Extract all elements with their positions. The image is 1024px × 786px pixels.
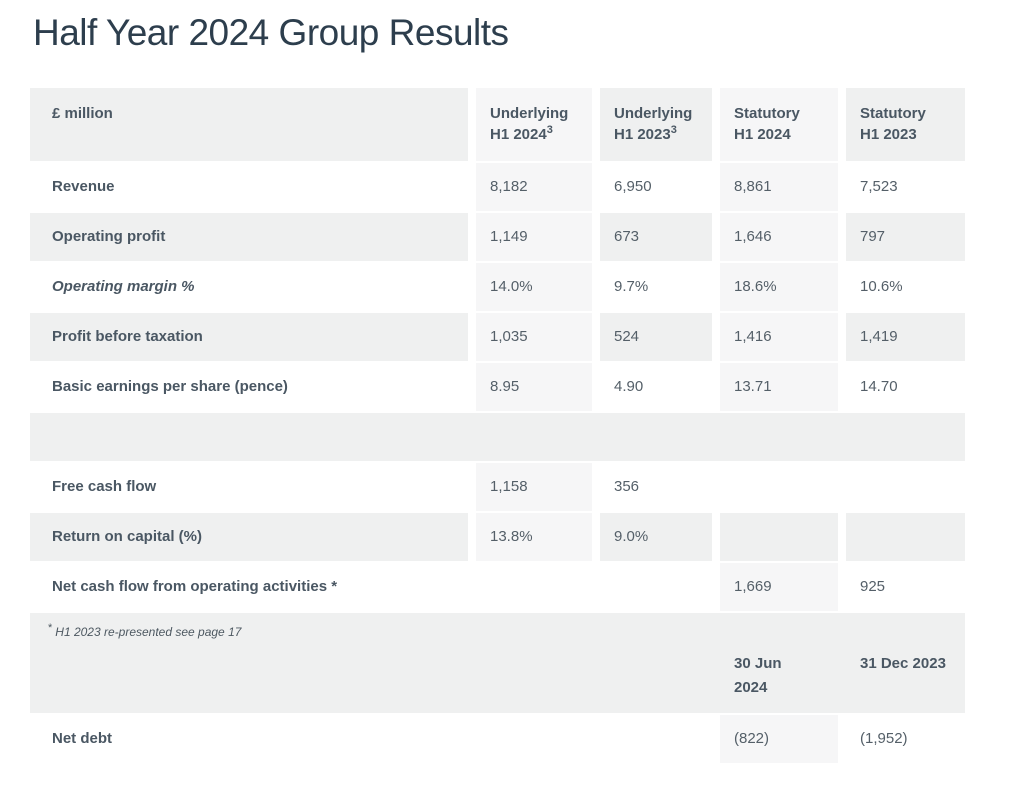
- cell-value: 8.95: [476, 363, 592, 411]
- cell-empty: [600, 613, 712, 713]
- cell-value: 8,861: [720, 163, 838, 211]
- table-row-revenue: [30, 163, 965, 211]
- column-header-unit: £ million: [30, 88, 468, 161]
- date-header-30-jun-2024: 30 Jun 2024: [734, 654, 782, 696]
- cell-value: 1,149: [476, 213, 592, 261]
- column-header-period: H1 2023$^3$: [614, 123, 677, 143]
- footnote-row: [30, 613, 965, 713]
- row-label: Revenue: [52, 178, 115, 196]
- cell-value: 10.6%: [860, 278, 903, 296]
- table-row-basic-eps: [30, 363, 965, 411]
- footnote: [30, 613, 468, 713]
- results-table: [30, 88, 965, 763]
- cell-value: 18.6%: [720, 263, 838, 311]
- cell-empty: [600, 563, 712, 611]
- cell-empty: [476, 613, 592, 713]
- column-header-underlying-h1-2024: [476, 88, 592, 161]
- cell-empty: [846, 463, 965, 511]
- table-row-operating-profit: [30, 213, 965, 261]
- page-title: Half Year 2024 Group Results: [33, 12, 509, 53]
- column-header-statutory-h1-2023: [846, 88, 965, 161]
- cell-value: 9.0%: [600, 513, 712, 561]
- row-label: Net debt: [52, 730, 112, 748]
- cell-empty: [846, 513, 965, 561]
- cell-value: (1,952): [860, 730, 908, 748]
- cell-value: 7,523: [860, 178, 898, 196]
- cell-value: 1,669: [720, 563, 838, 611]
- column-header-label: Statutory: [860, 104, 926, 122]
- row-label: Basic earnings per share (pence): [52, 378, 288, 396]
- cell-value: 14.0%: [476, 263, 592, 311]
- table-row-return-on-capital: [30, 513, 965, 561]
- date-header-31-dec-2023: 31 Dec 2023: [860, 654, 946, 672]
- cell-value: 4.90: [614, 378, 644, 396]
- cell-value: 925: [860, 578, 886, 596]
- cell-value: 6,950: [614, 178, 652, 196]
- table-header-row: [30, 88, 965, 161]
- column-header-underlying-h1-2023: [600, 88, 712, 161]
- cell-empty: [476, 715, 592, 763]
- row-label: Operating profit: [30, 213, 468, 261]
- superscript: 3: [670, 123, 677, 136]
- row-label: Free cash flow: [52, 478, 157, 496]
- row-label: Return on capital (%): [30, 513, 468, 561]
- column-header-period: H1 2024$^3$: [490, 123, 553, 143]
- cell-value: 1,416: [720, 313, 838, 361]
- row-label: Profit before taxation: [30, 313, 468, 361]
- cell-value: 1,646: [720, 213, 838, 261]
- cell-value: (822): [720, 715, 838, 763]
- cell-value: 8,182: [476, 163, 592, 211]
- cell-value: 673: [600, 213, 712, 261]
- cell-value: 356: [614, 478, 640, 496]
- cell-value: 1,158: [476, 463, 592, 511]
- cell-value: 524: [600, 313, 712, 361]
- cell-value: 14.70: [860, 378, 898, 396]
- table-row-operating-margin: [30, 263, 965, 311]
- table-row-free-cash-flow: [30, 463, 965, 511]
- table-row-net-cash-flow: [30, 563, 965, 611]
- cell-empty: [720, 513, 838, 561]
- cell-empty: [600, 715, 712, 763]
- cell-value: 13.71: [720, 363, 838, 411]
- column-header-statutory-h1-2024: [720, 88, 838, 161]
- column-header-period: H1 2024: [734, 125, 791, 143]
- cell-value: 797: [846, 213, 965, 261]
- spacer-row: [30, 413, 965, 461]
- cell-empty: [720, 463, 838, 511]
- row-label: Operating margin %: [52, 278, 195, 296]
- cell-empty: [476, 563, 592, 611]
- cell-value: 13.8%: [476, 513, 592, 561]
- cell-value: 9.7%: [614, 278, 649, 296]
- cell-value: 1,035: [476, 313, 592, 361]
- column-header-label: Underlying: [614, 104, 693, 122]
- column-header-period: H1 2023: [860, 125, 917, 143]
- superscript: 3: [546, 123, 553, 136]
- table-row-profit-before-taxation: [30, 313, 965, 361]
- cell-value: 1,419: [846, 313, 965, 361]
- footnote-text: * H1 2023 re-presented see page 17: [48, 621, 242, 639]
- table-row-net-debt: [30, 715, 965, 763]
- column-header-label: Underlying: [490, 104, 569, 122]
- row-label: Net cash flow from operating activities *: [52, 578, 338, 596]
- column-header-label: Statutory: [734, 104, 800, 122]
- footnote-marker: *: [48, 621, 53, 634]
